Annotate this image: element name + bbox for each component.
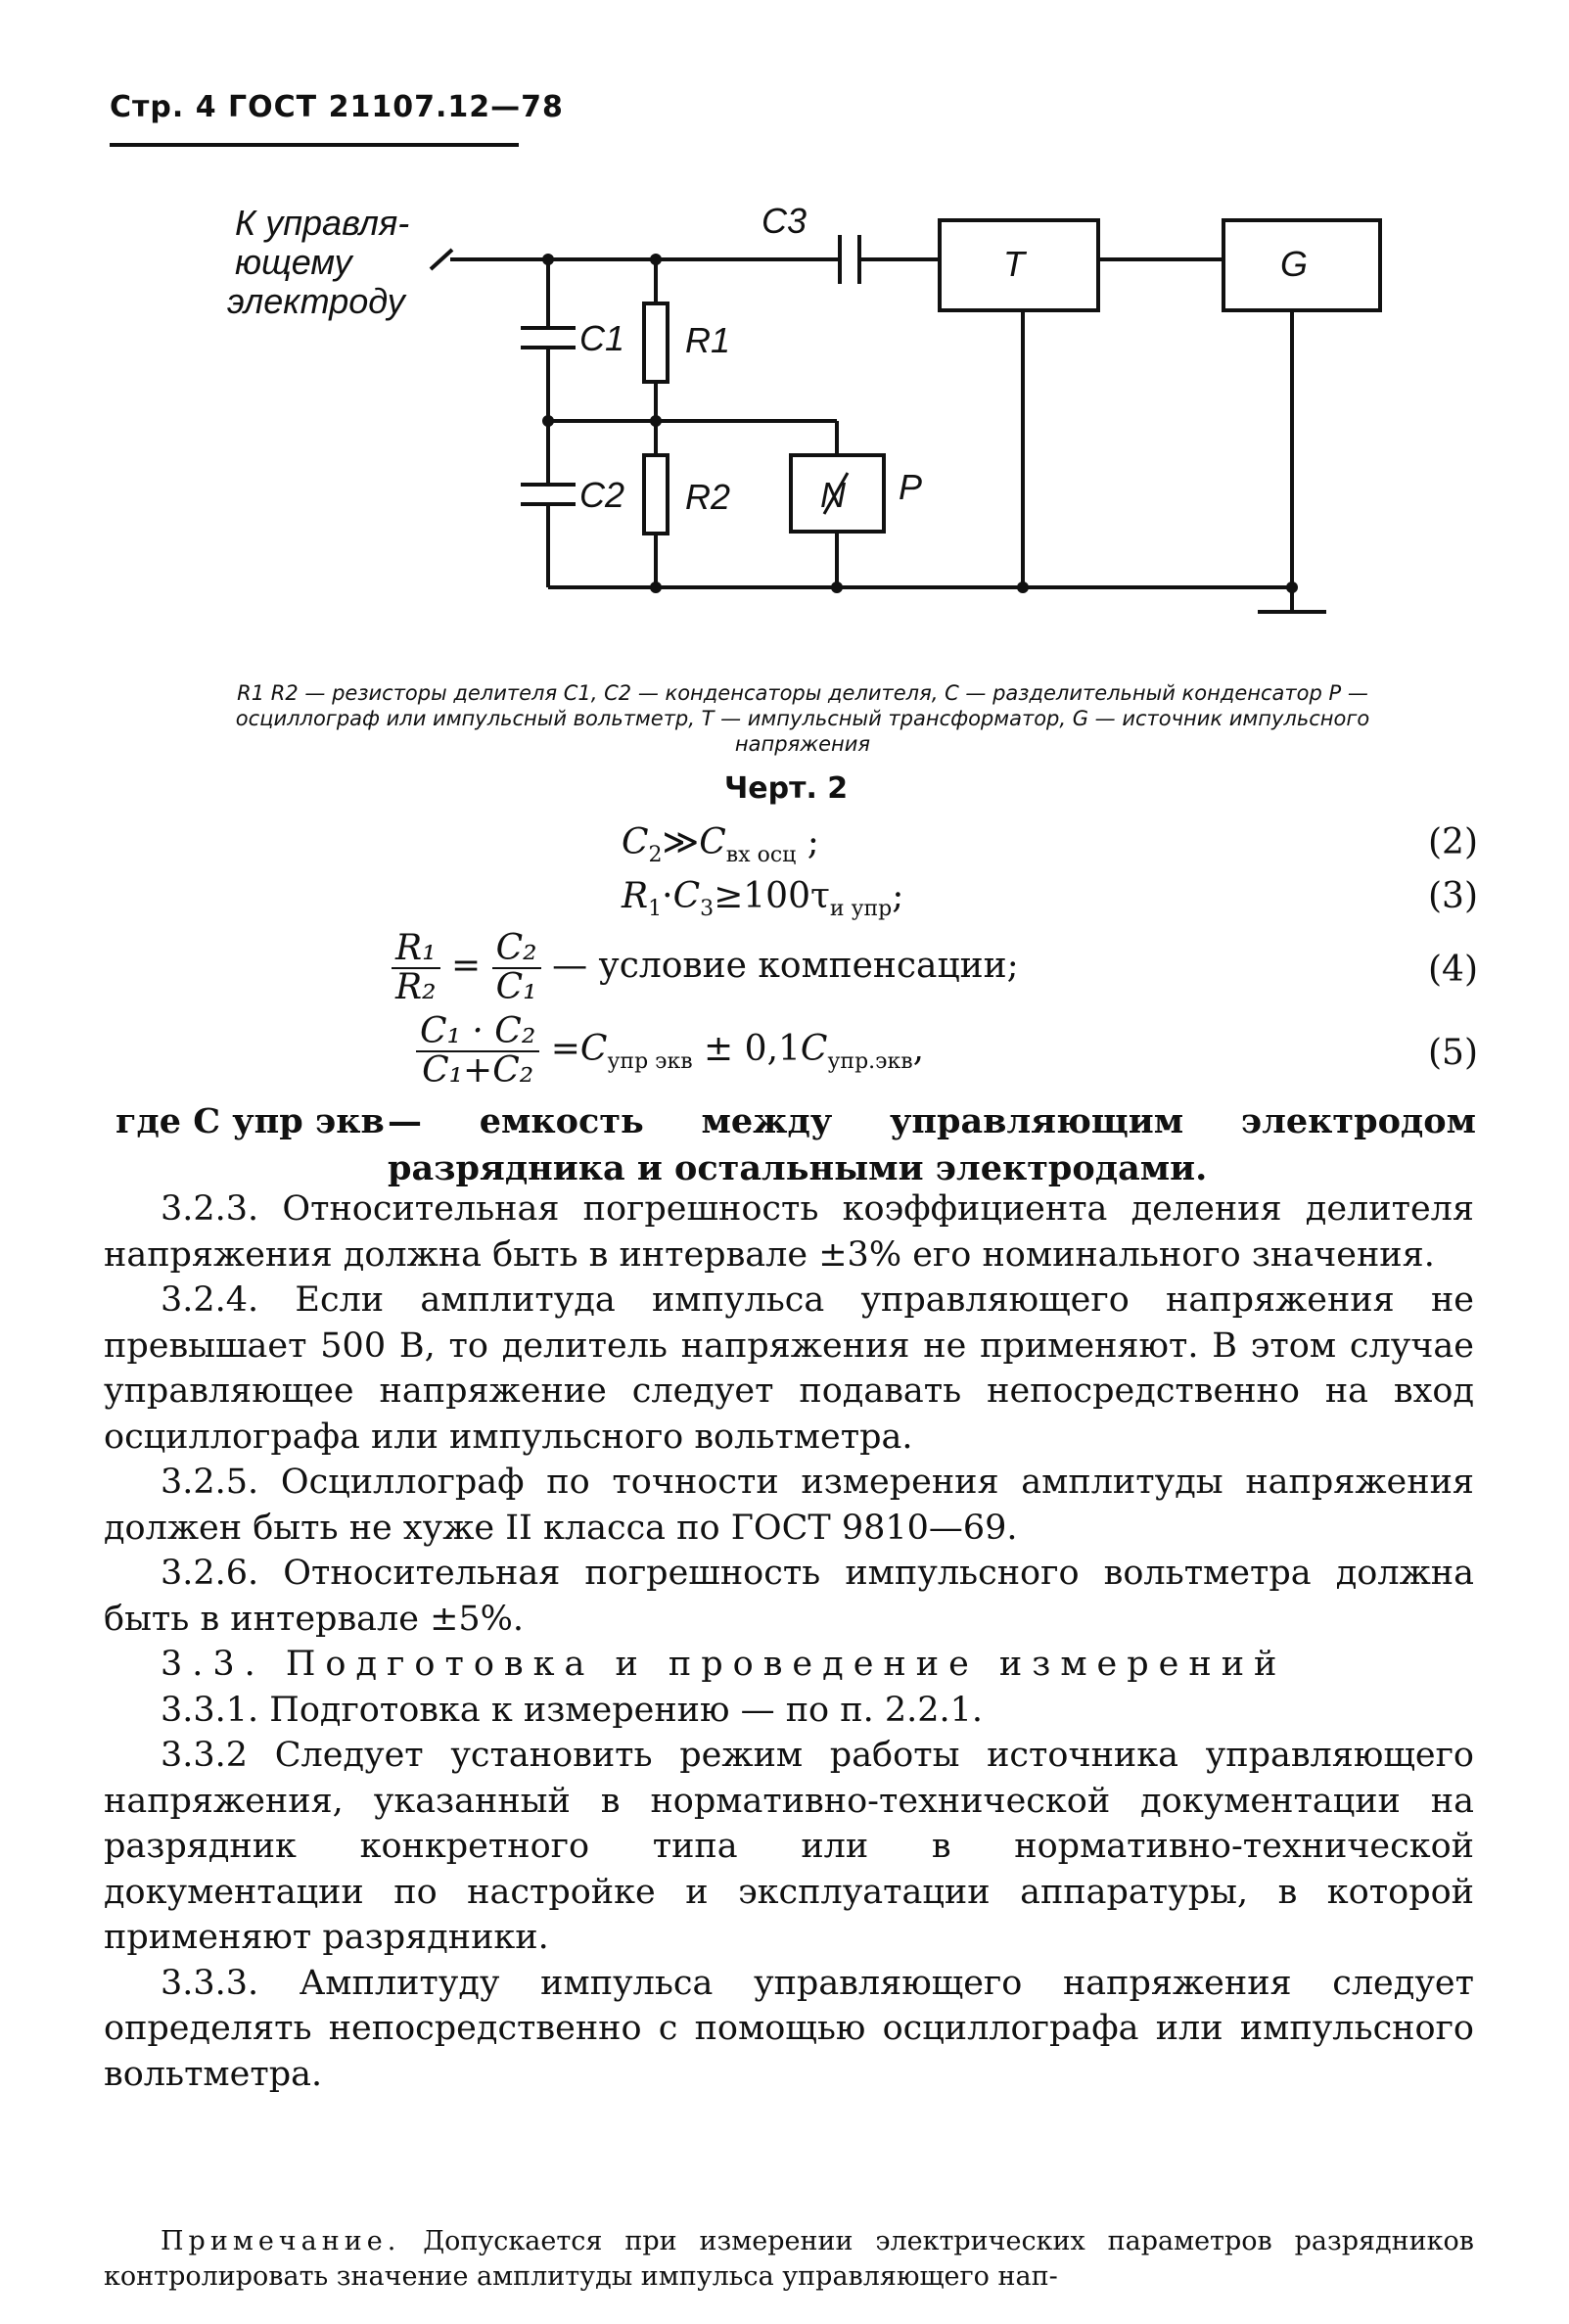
note [104, 2224, 1474, 2295]
c2-label: C2 [579, 475, 625, 515]
paragraph-3-3-3: 3.3.3. Амплитуду импульса управляющего напряжения следует определять непосредственно с помощью осциллографа или импульсного вольтметра. [104, 1963, 1474, 2094]
circuit-diagram [0, 176, 1569, 666]
equation-3: $R_1\cdot C_3\ge 100\tau_{и упр}$; (3) [622, 876, 1478, 922]
paragraph-3-3-2: 3.3.2 Следует установить режим работы источника управляющего напряжения, указанный в нормативно-технической документации на разрядник конкретного типа или в нормативно-технической документации по настройке и эксплуатации аппаратуры, в которой применяют разрядники. [104, 1736, 1474, 1957]
input-label-line1: К управля- [235, 203, 410, 243]
equation-5: $\frac{\text{C₁ · C₂}}{\text{C₁+C₂}}$ $=C_{упр экв} \pm 0,1C_{упр.экв}$, (5) [392, 1013, 1478, 1095]
paragraph-3-2-3: 3.2.3. Относительная погрешность коэффициента деления делителя напряжения должна быть в интервале ±3% его номинального значения. [104, 1189, 1474, 1275]
header-rule [110, 143, 519, 147]
paragraph-3-2-6: 3.2.6. Относительная погрешность импульсного вольтметра должна быть в интервале ±5%. [104, 1554, 1474, 1639]
t-box-label: T [1003, 244, 1025, 284]
p-label: P [899, 467, 923, 507]
equation-number: (2) [1428, 822, 1478, 862]
figure-caption: R1 R2 — резисторы делителя C1, C2 — конденсаторы делителя, C — разделительный конденсатор P — осциллограф или импульсный вольтметр, T — импульсный трансформатор, G — источник импульсного напряжения [235, 681, 1370, 756]
input-label-line2: ющему [235, 242, 352, 282]
r2-label: R2 [685, 477, 731, 517]
input-label-line3: электроду [227, 281, 405, 321]
body-text [104, 1186, 1474, 2097]
c3-label: C3 [761, 201, 808, 241]
equation-number: (3) [1428, 876, 1478, 916]
paragraph-3-2-5: 3.2.5. Осциллограф по точности измерения амплитуды напряжения должен быть не хуже II класса по ГОСТ 9810—69. [104, 1463, 1474, 1548]
n-box-label: N [820, 475, 846, 515]
equation-4: $\frac{\text{R₁}}{\text{R₂}}$ = $\frac{\text{C₂}}{\text{C₁}}$ — условие компенсации; (4) [392, 930, 1478, 1012]
equation-number: (4) [1428, 950, 1478, 990]
note-label: Примечание. [161, 2226, 401, 2256]
figure-label: Черт. 2 [724, 771, 849, 806]
where-text: — емкость между управляющим электродом разрядника и остальными электродами. [388, 1101, 1476, 1188]
r1-label: R1 [685, 320, 731, 360]
page-header: Стр. 4 ГОСТ 21107.12—78 [110, 90, 564, 124]
g-box-label: G [1280, 244, 1309, 284]
paragraph-3-2-4: 3.2.4. Если амплитуда импульса управляющего напряжения не превышает 500 В, то делитель напряжения не применяют. В этом случае управляющее напряжение следует подавать непосредственно на вход осциллографа или импульсного вольтметра. [104, 1280, 1474, 1457]
section-heading-3-3: 3.3. Подготовка и проведение измерений [161, 1645, 1287, 1684]
equation-2: $C_2≫C_{вх осц}$ ; (2) [622, 822, 1478, 868]
c1-label: C1 [579, 318, 625, 358]
equation-number: (5) [1428, 1033, 1478, 1073]
note-text: Допускается при измерении электрических параметров разрядников контролировать значение амплитуды импульса управляющего нап- [104, 2226, 1474, 2292]
paragraph-3-3-1: 3.3.1. Подготовка к измерению — по п. 2.2.1. [161, 1690, 983, 1730]
where-label: где C упр экв [115, 1101, 385, 1141]
